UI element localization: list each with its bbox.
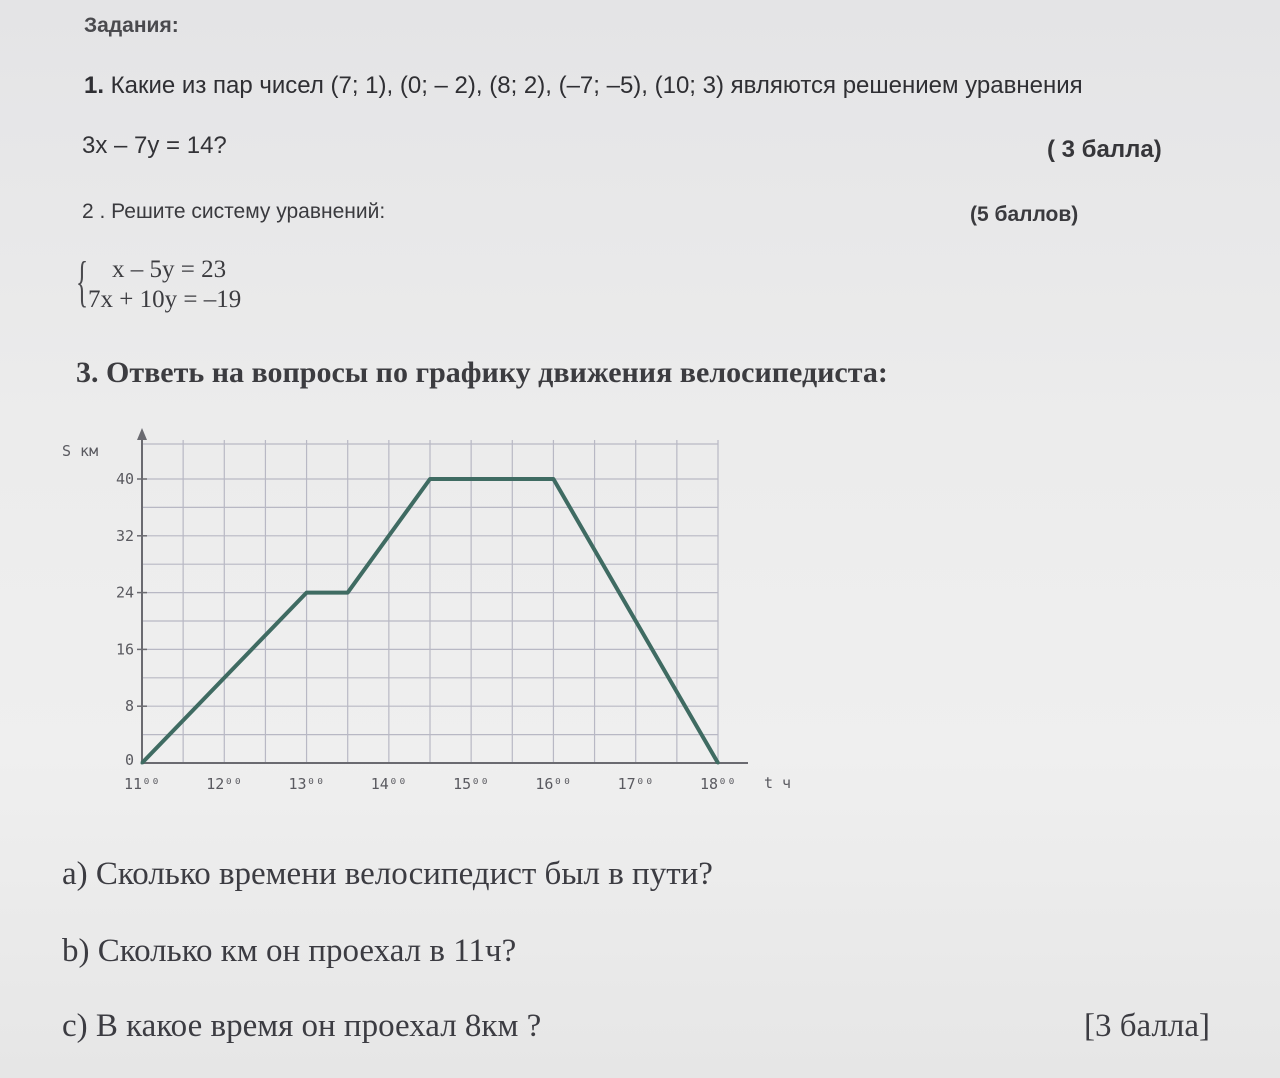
x-tick-label: 16⁰⁰ [535, 775, 572, 793]
y-axis-arrow-icon [137, 428, 147, 440]
data-point [429, 478, 432, 481]
y-axis-label: S км [62, 442, 99, 460]
y-tick-label: 40 [115, 470, 134, 488]
x-tick-label: 17⁰⁰ [617, 775, 654, 793]
x-tick-label: 11⁰⁰ [123, 775, 161, 793]
x-tick-label: 13⁰⁰ [288, 775, 325, 793]
data-point [141, 762, 144, 765]
question-3-points: [3 балла] [1084, 1008, 1211, 1044]
question-3a: a) Сколько времени велосипедист был в пути? [62, 856, 713, 892]
question-1-points: ( 3 балла) [1047, 136, 1162, 163]
x-axis-label: t ч [764, 774, 792, 792]
question-2-text: 2 . Решите систему уравнений: [82, 200, 386, 223]
system-equation-1: x – 5y = 23 [112, 256, 227, 283]
x-tick-label: 15⁰⁰ [453, 775, 490, 793]
question-1-number: 1. [84, 72, 105, 99]
question-3-title: 3. Ответь на вопросы по графику движения велосипедиста: [76, 356, 888, 389]
question-1-body: Какие из пар чисел (7; 1), (0; – 2), (8; 2), (–7; –5), (10; 3) являются решением уравнения [104, 72, 1083, 99]
data-point [552, 478, 555, 481]
y-tick-label: 0 [124, 751, 134, 769]
section-header: Задания: [84, 14, 179, 37]
x-tick-label: 14⁰⁰ [370, 775, 407, 793]
chart-grid [142, 440, 718, 763]
system-equation-2: 7x + 10y = –19 [88, 286, 242, 313]
data-point [305, 591, 308, 594]
data-point [346, 591, 349, 594]
question-3b: b) Сколько км он проехал в 11ч? [62, 933, 517, 969]
question-1-equation: 3x – 7y = 14? [82, 132, 227, 159]
x-tick-label: 12⁰⁰ [206, 775, 243, 793]
data-point [717, 762, 720, 765]
y-tick-label: 16 [115, 640, 134, 659]
y-tick-label: 32 [115, 526, 134, 545]
question-3c: c) В какое время он проехал 8км ? [62, 1008, 542, 1044]
question-2-points: (5 баллов) [970, 203, 1079, 226]
x-tick-label: 18⁰⁰ [699, 775, 737, 793]
y-tick-label: 8 [124, 697, 134, 716]
y-tick-label: 24 [115, 583, 134, 602]
system-brace-icon: { [76, 251, 89, 313]
